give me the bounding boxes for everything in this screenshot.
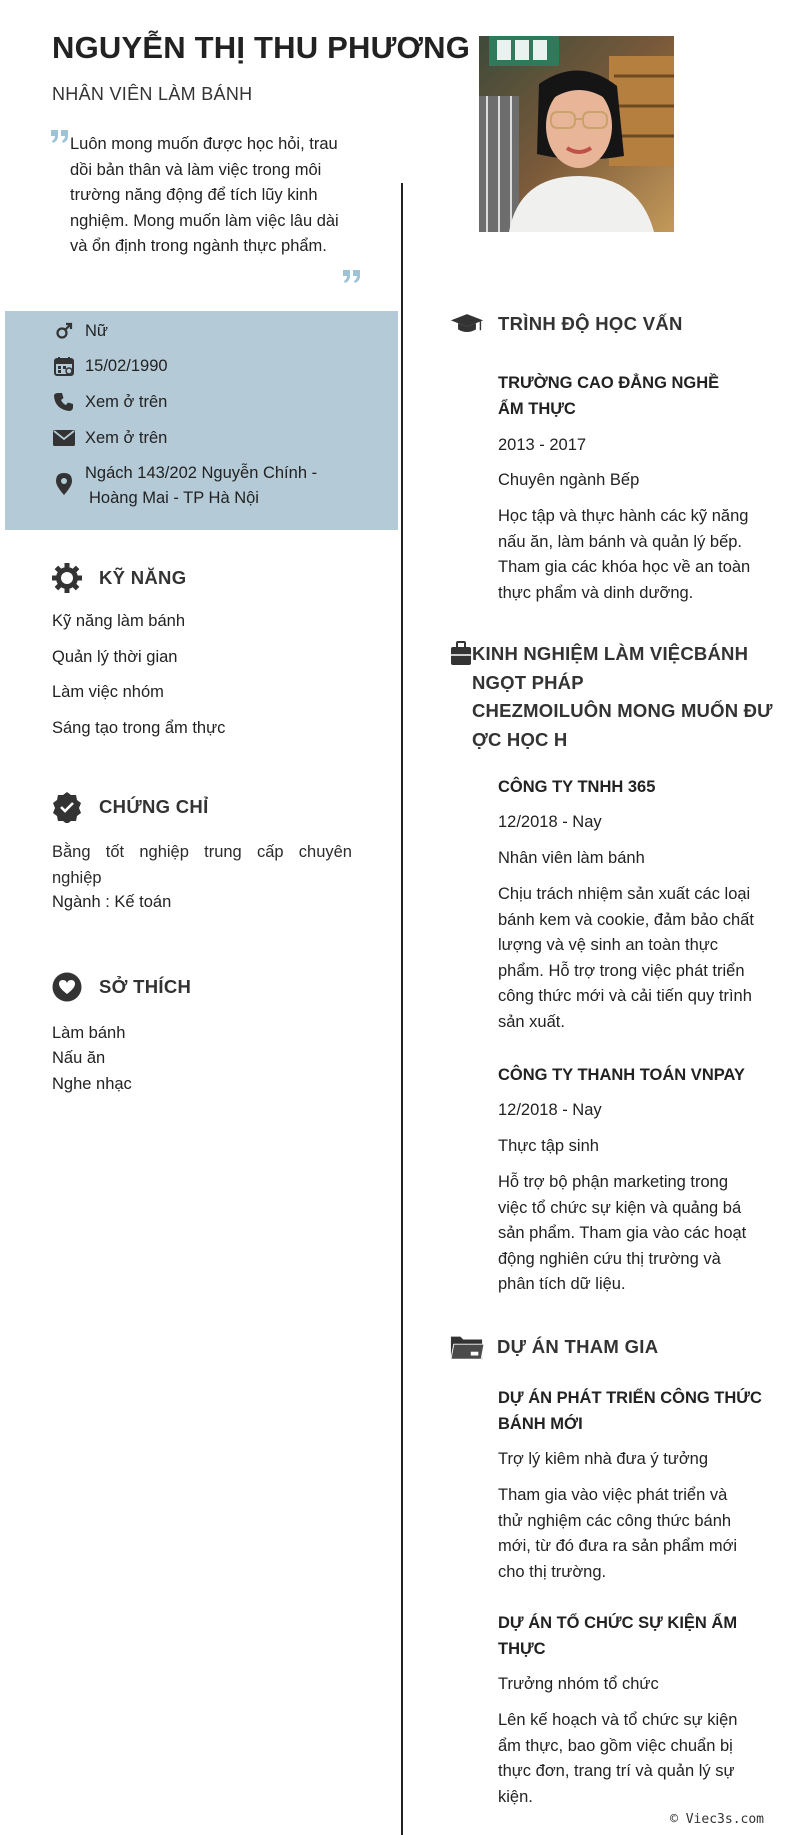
address-line-1: Ngách 143/202 Nguyễn Chính -: [85, 464, 318, 482]
email-row: [53, 426, 167, 451]
hobby-item: Làm bánh: [52, 1024, 126, 1042]
education-major: Chuyên ngành Bếp: [498, 471, 640, 489]
project-2-role: Trưởng nhóm tổ chức: [498, 1675, 659, 1693]
hobbies-title: SỞ THÍCH: [99, 976, 192, 997]
close-quote-icon: [342, 268, 362, 284]
job-title: NHÂN VIÊN LÀM BÁNH: [52, 84, 253, 104]
phone-value: Xem ở trên: [85, 393, 168, 411]
certificate-line-1: Bằng tốt nghiệp trung cấp chuyên nghiệp: [52, 843, 352, 887]
experience-title-line-3: CHEZMOILUÔN MONG MUỐN ĐƯ: [472, 700, 773, 721]
education-period: 2013 - 2017: [498, 436, 587, 454]
experience-title-line-2: NGỌT PHÁP: [472, 671, 584, 693]
certificates-heading: [50, 790, 209, 824]
gender-icon: [53, 320, 75, 342]
address-value: [85, 461, 317, 511]
birthday-value: 15/02/1990: [85, 357, 168, 375]
projects-heading: [450, 1330, 658, 1364]
hobbies-heading: [50, 970, 191, 1004]
hobby-item: Nấu ăn: [52, 1049, 106, 1067]
projects-title: DỰ ÁN THAM GIA: [497, 1336, 659, 1357]
experience-title-line-4: ỢC HỌC H: [472, 728, 568, 750]
skill-item: Quản lý thời gian: [52, 648, 178, 666]
personal-info-panel: [5, 311, 398, 530]
education-title: TRÌNH ĐỘ HỌC VẤN: [498, 313, 683, 334]
envelope-icon: [53, 427, 75, 449]
job-2-period: 12/2018 - Nay: [498, 1101, 602, 1119]
job-2-description: Hỗ trợ bộ phận marketing trong việc tổ chức sự kiện và quảng bá sản phẩm. Tham gia vào các hoạt động nghiên cứu thị trường và phân tích dữ liệu.: [498, 1173, 747, 1293]
phone-icon: [53, 391, 75, 413]
project-2-description: Lên kế hoạch và tổ chức sự kiện ẩm thực, bao gồm việc chuẩn bị thực đơn, trang trí và quản lý sự kiện.: [498, 1711, 738, 1806]
gear-icon: [50, 561, 84, 595]
project-1-description: Tham gia vào việc phát triển và thử nghiệm các công thức bánh mới, từ đó đưa ra sản phẩm mới cho thị trường.: [498, 1486, 738, 1581]
footer-copyright: © Viec3s.com: [670, 1812, 764, 1827]
education-school: TRƯỜNG CAO ĐẲNG NGHỀ ẨM THỰC: [498, 374, 720, 418]
phone-row: [53, 390, 167, 415]
candidate-name: NGUYỄN THỊ THU PHƯƠNG: [52, 30, 471, 65]
column-divider: [401, 183, 403, 1835]
hobby-item: Nghe nhạc: [52, 1075, 132, 1093]
graduation-cap-icon: [450, 307, 484, 341]
education-description: Học tập và thực hành các kỹ năng nấu ăn, làm bánh và quản lý bếp. Tham gia các khóa học về an toàn thực phẩm và dinh dưỡng.: [498, 507, 751, 602]
job-1-company: CÔNG TY TNHH 365: [498, 778, 656, 796]
location-pin-icon: [53, 473, 75, 495]
job-1-period: 12/2018 - Nay: [498, 813, 602, 831]
education-heading: [450, 307, 683, 341]
profile-photo: [479, 36, 674, 232]
skill-item: Làm việc nhóm: [52, 683, 164, 701]
briefcase-icon: [450, 640, 472, 670]
skill-item: Sáng tạo trong ẩm thực: [52, 719, 226, 737]
folder-icon: [450, 1330, 484, 1364]
certificate-line-2: Ngành : Kế toán: [52, 893, 172, 911]
skills-title: KỸ NĂNG: [99, 567, 187, 588]
project-1-name: DỰ ÁN PHÁT TRIỂN CÔNG THỨC BÁNH MỚI: [498, 1389, 762, 1433]
project-2-name: DỰ ÁN TỔ CHỨC SỰ KIỆN ẨM THỰC: [498, 1614, 738, 1658]
gender-value: Nữ: [85, 322, 108, 340]
job-1-role: Nhân viên làm bánh: [498, 849, 645, 867]
calendar-icon: [53, 355, 75, 377]
experience-title-line-1: KINH NGHIỆM LÀM VIỆCBÁNH: [472, 643, 749, 664]
job-2-company: CÔNG TY THANH TOÁN VNPAY: [498, 1066, 745, 1084]
certificates-title: CHỨNG CHỈ: [99, 796, 209, 817]
heart-icon: [50, 970, 84, 1004]
job-1-description: Chịu trách nhiệm sản xuất các loại bánh kem và cookie, đảm bảo chất lượng và vệ sinh an toàn thực phẩm. Hỗ trợ trong việc phát triển công thức mới và cải tiến quy trình sản xuất.: [498, 885, 754, 1031]
skill-item: Kỹ năng làm bánh: [52, 612, 186, 630]
job-2-role: Thực tập sinh: [498, 1137, 599, 1155]
address-row: [53, 461, 317, 511]
project-1-role: Trợ lý kiêm nhà đưa ý tưởng: [498, 1450, 709, 1468]
birthday-row: [53, 354, 168, 379]
career-objective: Luôn mong muốn được học hỏi, trau dồi bản thân và làm việc trong môi trường năng động để tích lũy kinh nghiệm. Mong muốn làm việc lâu dài và ổn định trong ngành thực phẩm.: [70, 135, 339, 255]
email-value: Xem ở trên: [85, 429, 168, 447]
experience-heading: [472, 640, 773, 754]
skills-heading: [50, 561, 186, 595]
badge-check-icon: [50, 790, 84, 824]
gender-row: [53, 319, 108, 344]
address-line-2: Hoàng Mai - TP Hà Nội: [89, 489, 259, 507]
open-quote-icon: [50, 128, 70, 144]
